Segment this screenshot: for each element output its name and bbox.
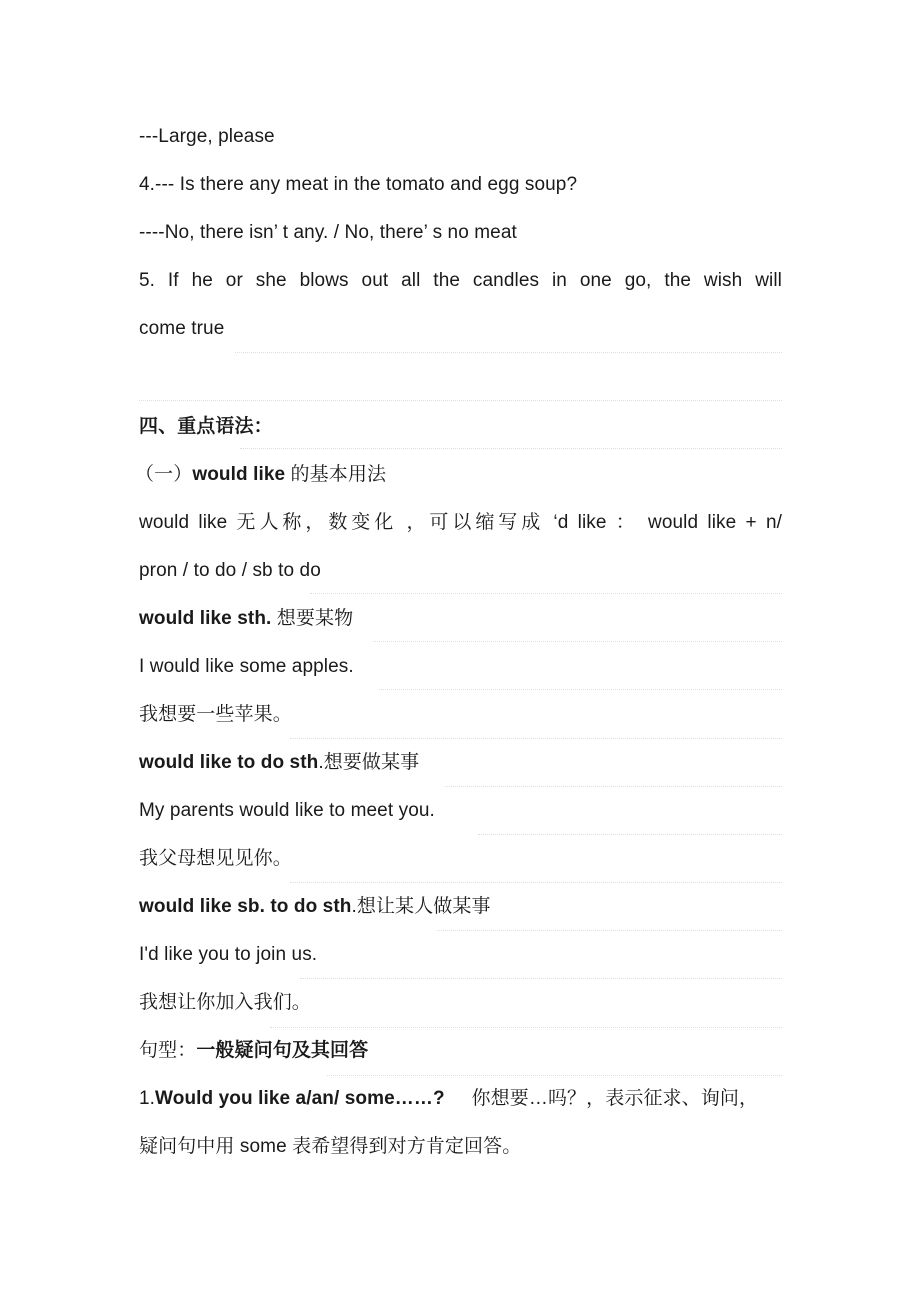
example-chinese-1 xyxy=(139,691,782,739)
example-chinese-2 xyxy=(139,835,782,883)
usage-meaning: .想让某人做某事 xyxy=(351,896,491,917)
section-heading-grammar xyxy=(139,403,782,451)
line-text: pron / to do / sb to do xyxy=(139,560,321,581)
ruling-line xyxy=(310,593,782,594)
usage-would-like-sb-to-do xyxy=(139,883,782,931)
subheading-number: （一） xyxy=(135,464,193,485)
usage-would-like-sth xyxy=(139,595,782,643)
pattern-question: Would you like a/an/ some……? xyxy=(155,1088,445,1109)
pattern-title: 一般疑问句及其回答 xyxy=(196,1040,369,1061)
pattern-1-line-2 xyxy=(139,1123,782,1171)
ruling-line xyxy=(139,400,782,401)
line-text: 我想让你加入我们。 xyxy=(139,992,311,1013)
ruling-line xyxy=(445,786,782,787)
usage-pattern: would like sb. to do sth xyxy=(139,896,352,917)
line-text: 疑问句中用 some 表希望得到对方肯定回答。 xyxy=(139,1136,522,1157)
pattern-number: 1. xyxy=(139,1088,156,1109)
dialogue-line-4-answer xyxy=(139,209,782,257)
example-english-3 xyxy=(139,931,782,979)
ruling-line xyxy=(235,352,782,353)
sentence-5-line-2 xyxy=(139,305,782,353)
subheading-text: 的基本用法 xyxy=(285,464,387,485)
ruling-line xyxy=(290,882,782,883)
usage-meaning: 想要某物 xyxy=(271,608,354,629)
usage-would-like-to-do xyxy=(139,739,782,787)
line-text: 我想要一些苹果。 xyxy=(139,704,292,725)
heading-text: 四、重点语法： xyxy=(139,416,273,437)
line-text: ---Large, please xyxy=(139,126,275,147)
dialogue-line-4-question xyxy=(139,161,782,209)
ruling-line xyxy=(290,738,782,739)
example-chinese-3 xyxy=(139,979,782,1027)
pattern-explanation: 你想要…吗？，表示征求、询问， xyxy=(444,1088,759,1109)
ruling-line xyxy=(379,689,782,690)
pattern-1-line-1 xyxy=(139,1075,782,1123)
example-english-1 xyxy=(139,643,782,691)
usage-meaning: .想要做某事 xyxy=(318,752,420,773)
usage-pattern: would like sth. xyxy=(139,608,272,629)
subheading-bold: would like xyxy=(192,464,286,485)
would-like-rule-line-2 xyxy=(139,547,782,595)
line-text: I would like some apples. xyxy=(139,656,354,677)
ruling-line xyxy=(373,641,782,642)
sentence-pattern-heading xyxy=(139,1027,782,1075)
line-text: 4.--- Is there any meat in the tomato and egg soup? xyxy=(139,174,578,195)
ruling-line xyxy=(478,834,782,835)
usage-pattern: would like to do sth xyxy=(139,752,319,773)
ruling-line xyxy=(437,930,782,931)
ruling-line xyxy=(270,1027,782,1028)
dialogue-line-answer-large xyxy=(139,113,782,161)
pattern-label: 句型： xyxy=(139,1040,197,1061)
line-text: I'd like you to join us. xyxy=(139,944,318,965)
ruling-line xyxy=(240,448,782,449)
ruling-line xyxy=(327,1075,782,1076)
line-text: My parents would like to meet you. xyxy=(139,800,435,821)
line-text: would like 无人称，数变化 ，可以缩写成 ‘d like ： would like + n/ xyxy=(139,512,782,533)
would-like-rule-line-1 xyxy=(139,499,782,547)
sentence-5-line-1 xyxy=(139,257,782,305)
example-english-2 xyxy=(139,787,782,835)
ruling-line xyxy=(300,978,782,979)
line-text: 5. If he or she blows out all the candles in one go, the wish will xyxy=(139,270,782,291)
subheading-would-like xyxy=(135,451,778,499)
line-text: 我父母想见见你。 xyxy=(139,848,292,869)
line-text: ----No, there isn’ t any. / No, there’ s no meat xyxy=(139,222,517,243)
line-text: come true xyxy=(139,318,225,339)
